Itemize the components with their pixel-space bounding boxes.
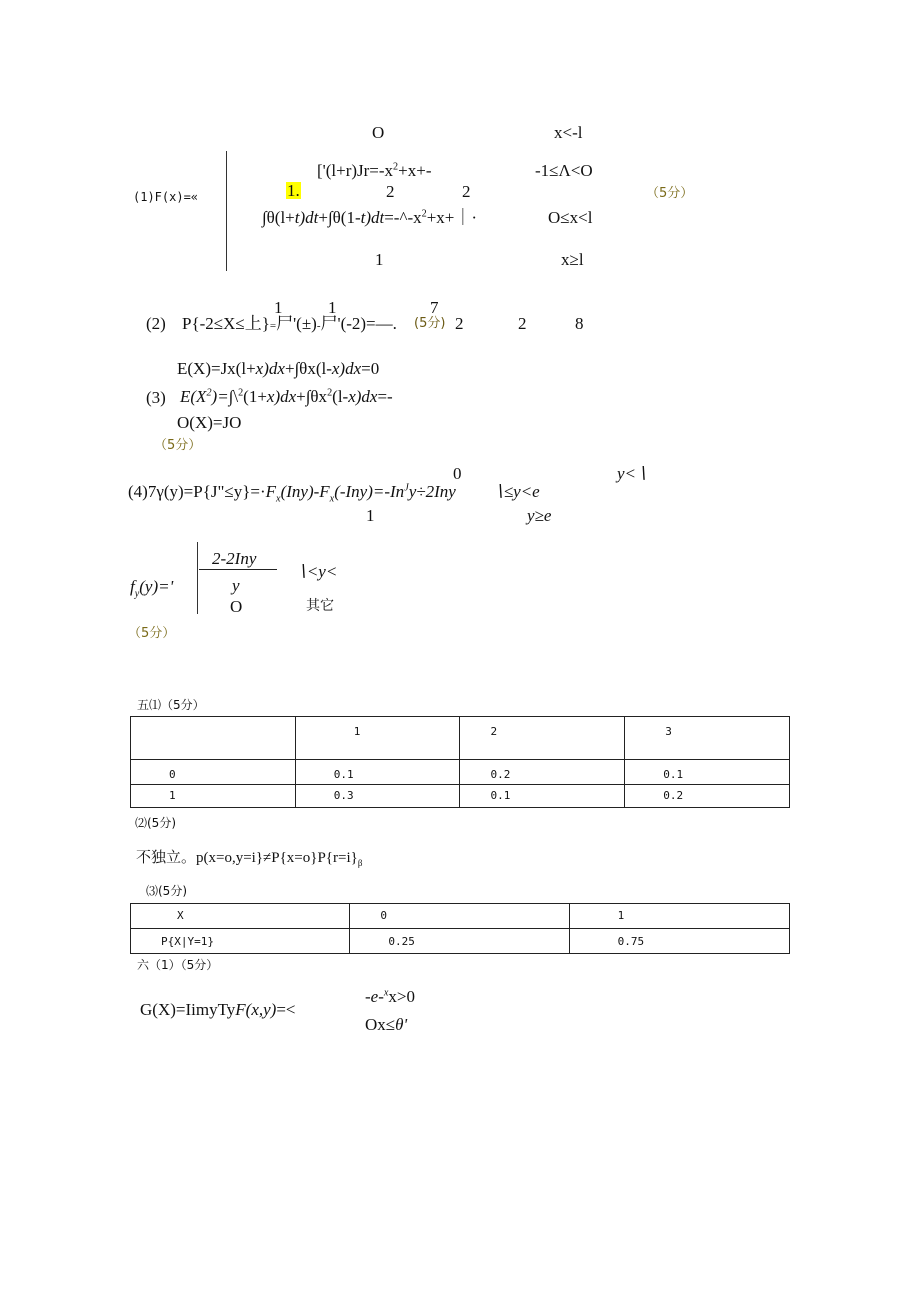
p2-denom-1: 2 [455,314,464,333]
p6-marginal: G(X)=IimyTyF(x,y)=< [140,1000,296,1019]
p1-score: （5分） [646,186,694,201]
conditional-distribution-table [130,903,790,954]
p2-frac-top-3: 7 [430,298,439,317]
table-header-row [131,904,790,929]
p4-case3-value: 1 [366,506,375,525]
p4-case1-cond: y<∖ [617,464,647,483]
p6-case2: Ox≤θ' [365,1015,408,1034]
table-cell: 0 [131,760,296,785]
table-cell: 0.75 [569,929,789,954]
p4-density-lhs: $f_y(y)='$ [130,577,174,600]
p2-frac-top-1: 1 [274,298,283,317]
table-row [131,785,790,808]
p2-score: (5分) [414,316,446,331]
table-row [131,929,790,954]
table-cell [131,717,296,760]
table-header-row [131,717,790,760]
table-cell: 0 [350,904,569,929]
p2-formula: P{-2≤X≤上}=尸'(±)-尸'(-2)=—. [182,314,397,333]
p4-case3-cond: y≥e [527,506,552,525]
table-row [131,760,790,785]
p5-independence: 不独立。$p(x=o,y=i\}\ne P\{x=o\}P\{r=i\}_\beta$ [136,850,363,868]
p3-second-moment: $E(X^2)=\int\backslash^2(1+x)dx+\int\theta x^2(l-x)dx=-$ [180,387,393,406]
joint-distribution-table [130,716,790,808]
p2-label: (2) [146,314,166,333]
table-cell: 0.1 [460,785,625,808]
table-cell: 0.2 [460,760,625,785]
table-cell: 1 [131,785,296,808]
p1-case3-cond: O≤x<l [548,208,593,227]
p2-denom-2: 2 [518,314,527,333]
table-cell: P{X|Y=1} [131,929,350,954]
table-cell: 3 [625,717,790,760]
p5-q2-heading: ⑵(5分) [135,816,176,830]
table-cell: 1 [295,717,460,760]
p2-frac-top-2: 1 [328,298,337,317]
p1-label: (1)F(x)=« [133,190,199,204]
table-cell: 0.2 [625,785,790,808]
p2-denom-3: 8 [575,314,584,333]
p6-heading: 六（1）（5分） [137,958,219,972]
p1-brace-line [226,151,227,271]
p4-density-cond: ∖<y< [296,562,338,581]
p1-case3-value: $\int\theta(l+t)dt+\int\theta(1-t)dt=-\^{}-x^2+x+|\cdot$ [262,208,478,227]
p4-fraction-bar [199,569,277,570]
table-cell: 0.25 [350,929,569,954]
p1-highlight-number: 1. [287,181,300,200]
table-cell: 0.3 [295,785,460,808]
p3-label: (3) [146,388,166,407]
p1-case4-cond: x≥l [561,250,584,269]
p4-otherwise: 其它 [306,598,334,614]
p1-denominator-2: 2 [462,182,471,201]
table-cell: 2 [460,717,625,760]
p4-zero: O [230,597,243,616]
table-cell: 1 [569,904,789,929]
p4-case2-cond: ∖≤y<e [493,482,540,501]
table-cell: X [131,904,350,929]
p1-case1-value: O [372,123,385,142]
p5-heading: 五⑴（5分） [137,698,205,712]
p1-case1-cond: x<-l [554,123,583,142]
p4-brace-line [197,542,198,614]
p1-case4-value: 1 [375,250,384,269]
p5-q3-heading: ⑶(5分) [146,884,187,898]
table-cell: 0.1 [295,760,460,785]
p4-distribution: $(4)7\gamma(y)=P\{J"\le y\}=\cdot F_x(Iny)-F_x(-Iny)=-In^Jy\div 2Iny$ [128,482,456,505]
p4-numerator: 2-2Iny [212,549,257,568]
p6-case1: -e-$^x$x>0 [365,987,415,1006]
p3-expectation: E(X)=Jx(l+x)dx+∫θx(l-x)dx=0 [177,359,380,378]
p4-score: （5分） [128,626,176,641]
p3-score: （5分） [154,438,202,453]
p4-denominator: y [232,576,240,595]
p1-case2-value: ['$(l+r)Jr=-x^2+x+-$ [317,161,432,180]
table-cell: 0.1 [625,760,790,785]
p1-denominator-1: 2 [386,182,395,201]
p3-variance: O(X)=JO [177,413,242,432]
p1-case2-cond: -1≤Λ<O [535,161,593,180]
p4-case1-value: 0 [453,464,462,483]
